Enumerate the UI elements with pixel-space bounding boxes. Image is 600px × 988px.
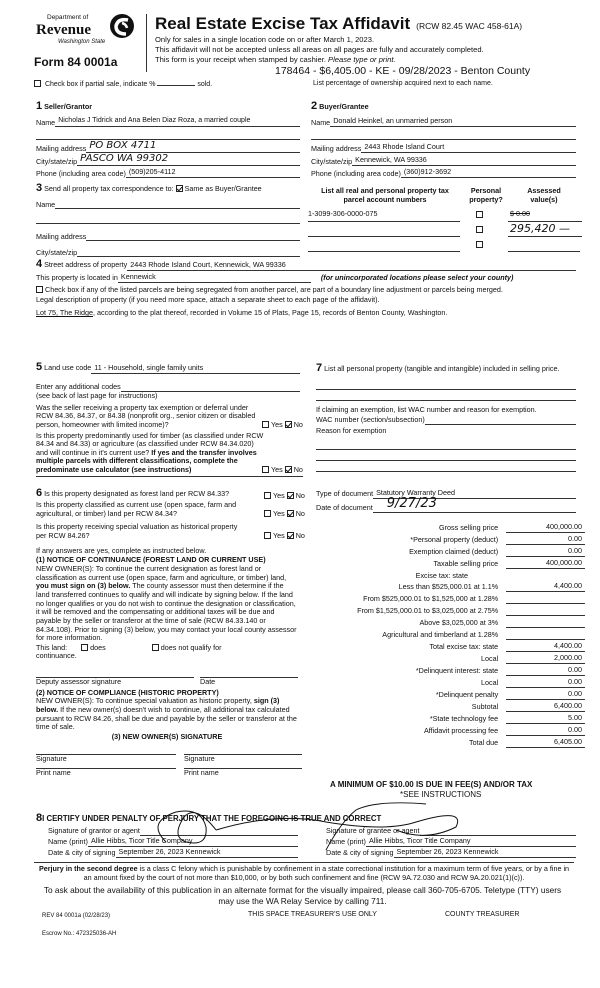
dor-logo [33, 12, 133, 57]
forest-section [36, 487, 312, 778]
owner-print-name-2[interactable]: Print name [184, 768, 302, 778]
property-section [36, 259, 576, 318]
calc-label: Local [480, 654, 499, 664]
logo-dept-of: Department of [47, 14, 89, 21]
land-use-label: 5 Land use code [36, 360, 92, 373]
rev-number: REV 84 0001a (02/28/23) [42, 913, 111, 919]
partial-sale-percent[interactable] [157, 78, 195, 86]
exemption-question: Was the seller receiving a property tax exemption or deferral under RCW 84.36, 84.37, or 84.38 (nonprofit org., senior citizen or disabled person, homeowner with limited income)? Yes No [36, 402, 303, 429]
grantor-block: Signature of grantor or agent Name (print) Allie Hibbs, Ticor Title Company Date & city of signing September 26, 2023 Kennewick [48, 826, 298, 858]
owner-sig-row [36, 754, 312, 764]
segregated-label: Check box if any of the listed parcels are being segregated from another parcel, are part of a boundary line adjustment or parcels being merged. [45, 285, 503, 294]
calc-label: Less than $525,000.01 at 1.1% [398, 582, 499, 592]
parcel-row [308, 240, 578, 254]
deputy-date-field[interactable]: Date [200, 677, 298, 687]
buyer-name-field[interactable]: Donald Heinkel, an unmarried person [330, 117, 576, 127]
parcel-number[interactable]: 1-3099-306-0000-075 [308, 210, 460, 222]
does-checkbox[interactable] [81, 644, 88, 651]
forest-q3: Is this property receiving special valuation as historical property per RCW 84.26? Yes No [36, 522, 305, 541]
forest-q1: 6 Is this property designated as forest land per RCW 84.33? Yes No [36, 487, 305, 500]
header-notes [155, 35, 484, 65]
see-instructions: *SEE INSTRUCTIONS [400, 790, 482, 799]
street-field[interactable]: 2443 Rhode Island Court, Kennewick, WA 99336 [127, 261, 576, 271]
owner-signature-2[interactable]: Signature [184, 754, 302, 764]
street-label: 4 Street address of property [36, 257, 128, 270]
calc-value[interactable]: 0.00 [506, 690, 585, 700]
certify-title: 8I CERTIFY UNDER PENALTY OF PERJURY THAT THE FOREGOING IS TRUE AND CORRECT [36, 812, 382, 824]
buyer-phone-field[interactable]: (360)912-3692 [401, 168, 576, 178]
corr-name-field-2[interactable] [36, 214, 300, 224]
q2-no-checkbox[interactable] [287, 510, 294, 517]
title-statute: (RCW 82.45 WAC 458-61A) [416, 21, 523, 31]
buyer-name-field-2[interactable] [311, 130, 576, 140]
additional-codes-label: Enter any additional codes [36, 382, 121, 392]
calc-value[interactable]: 0.00 [506, 547, 585, 557]
buyer-mailing-field[interactable]: 2443 Rhode Island Court [361, 143, 576, 153]
calc-label: *Delinquent interest: state [415, 666, 499, 676]
calc-row [300, 688, 585, 700]
same-as-buyer-label: Same as Buyer/Grantee [184, 184, 262, 193]
dor-swirl-logo-icon [108, 12, 136, 40]
notice1-title: (1) NOTICE OF CONTINUANCE (FOREST LAND OR CURRENT USE) [36, 555, 266, 565]
calc-row [300, 676, 585, 688]
seller-section [36, 100, 300, 178]
timber-no-checkbox[interactable] [285, 466, 292, 473]
minimum-note: A MINIMUM OF $10.00 IS DUE IN FEE(S) AND/OR TAX [330, 780, 533, 789]
calc-row [300, 712, 585, 724]
calc-label: From $1,525,000.01 to $3,025,000 at 2.75% [357, 606, 499, 616]
handwritten-signature-icon [126, 802, 486, 857]
calc-row [300, 640, 585, 652]
partial-sale-checkbox[interactable] [34, 80, 41, 87]
calc-label: Total due [469, 738, 499, 748]
calc-row [300, 628, 585, 640]
doc-date-label: Date of document [316, 503, 373, 513]
calc-value[interactable]: 4,400.00 [506, 642, 585, 652]
notice1-text: NEW OWNER(S): To continue the current designation as forest land or classification as current use (open space, farm and agriculture, or timber) land, you must sign on (3) below. The county assessor must then determine if the land transferred continues to qualify and will indicate by signing below. If the land no longer qualifies or you do not wish to continue the designation or classification, it will be removed and the compensating or additional taxes will be due and payable by the seller or transferor at the time of sale (RCW 84.33.140 or 84.34.108). Prior to signing (3) below, you may contact your local county assessor for more information. [36, 564, 297, 643]
personal-property-line-1[interactable] [316, 375, 576, 390]
seller-name-label: Name [36, 117, 56, 127]
located-field[interactable]: Kennewick [118, 273, 311, 283]
corr-city-label: City/state/zip [36, 247, 78, 257]
seller-name-field[interactable]: Nicholas J Tidrick and Ana Belen Diaz Roza, a married couple [55, 117, 300, 127]
calc-value[interactable]: 0.00 [506, 726, 585, 736]
personal-property-label: 7 List all personal property (tangible and intangible) included in selling price. [316, 362, 560, 374]
owner-print-row [36, 768, 312, 778]
personal-checkbox[interactable] [476, 241, 483, 248]
seller-heading: 1 Seller/Grantor [36, 100, 93, 112]
header-divider [146, 14, 147, 72]
partial-sale-label: Check box if partial sale, indicate % [44, 81, 156, 88]
logo-state: Washington State [58, 39, 106, 45]
calc-label: *State technology fee [429, 714, 499, 724]
calc-label: Subtotal [471, 702, 499, 712]
calc-value[interactable]: 0.00 [506, 666, 585, 676]
correspondence-heading: 3 Send all property tax correspondence to: Same as Buyer/Grantee [36, 182, 262, 194]
personal-col-header: Personal property? [469, 186, 503, 204]
form-title [155, 14, 522, 34]
calc-value[interactable]: 6,400.00 [506, 702, 585, 712]
reason-line-3[interactable] [316, 461, 576, 472]
assessed-col-header: Assessed value(s) [527, 186, 561, 204]
assessed-value[interactable]: 295,420 — [508, 222, 582, 237]
note-2: This affidavit will not be accepted unless all areas on all pages are fully and accurately completed. [155, 45, 484, 54]
seller-mailing-label: Mailing address [36, 143, 87, 153]
partial-sale [34, 78, 212, 89]
forest-q1-yes-no: Yes No [264, 492, 305, 501]
calc-label: Above $3,025,000 at 3% [419, 618, 499, 628]
parcel-row [308, 222, 578, 239]
calc-label: Total excise tax: state [429, 642, 499, 652]
calc-row [300, 580, 585, 592]
corr-mailing-label: Mailing address [36, 231, 87, 241]
seller-phone-label: Phone (including area code) [36, 168, 126, 178]
note-3: This form is your receipt when stamped by cashier. Please type or print. [155, 55, 396, 64]
calc-label: Exemption claimed (deduct) [409, 547, 499, 557]
segregated-checkbox[interactable] [36, 286, 43, 293]
calc-value[interactable]: 400,000.00 [506, 523, 585, 533]
timber-yes-checkbox[interactable] [262, 466, 269, 473]
cashier-stamp: 178464 - $6,405.00 - KE - 09/28/2023 - Benton County [275, 65, 531, 77]
legal-description: Lot 75, The Ridge, according to the plat thereof, recorded in Volume 15 of Plats, Page 15, records of Benton County, Washington. [36, 308, 448, 318]
reason-line-1[interactable] [316, 435, 576, 450]
partial-sale-sold: sold. [197, 81, 213, 88]
doc-type-field[interactable]: Statutory Warranty Deed [373, 489, 576, 499]
forest-q2: Is this property classified as current use (open space, farm and agricultural, or timber) land per RCW 84.34? Yes No [36, 500, 305, 518]
calc-label: Gross selling price [439, 523, 499, 533]
continuance-row: This land: does does not qualify for [36, 642, 222, 652]
wac-label: WAC number (section/subsection) [316, 415, 425, 425]
located-label: This property is located in [36, 273, 118, 283]
document-info [316, 488, 576, 513]
calc-row [300, 700, 585, 712]
title-text: Real Estate Excise Tax Affidavit [155, 14, 411, 33]
accessibility-notice: To ask about the availability of this publication in an alternate format for the visually impaired, please call 360-705-6705. Teletype (TTY) users may use the WA Relay Service by calling 711. [43, 885, 562, 906]
grantee-name[interactable]: Allie Hibbs, Ticor Title Company [366, 837, 576, 847]
calc-label: *Delinquent penalty [435, 690, 499, 700]
calc-value[interactable]: 6,405.00 [506, 738, 585, 748]
same-as-buyer-checkbox[interactable] [176, 185, 183, 192]
legal-label: Legal description of property (if you need more space, attach a separate sheet to each page of the affidavit). [36, 294, 380, 304]
assessed-value[interactable]: $ 0.00 [508, 210, 582, 222]
calc-value[interactable]: 400,000.00 [506, 559, 585, 569]
buyer-phone-label: Phone (including area code) [311, 168, 401, 178]
notice2-title: (2) NOTICE OF COMPLIANCE (HISTORIC PROPERTY) [36, 687, 219, 697]
buyer-mailing-label: Mailing address [311, 143, 362, 153]
deputy-sig-field[interactable]: Deputy assessor signature [36, 677, 194, 687]
corr-name-field[interactable] [55, 199, 300, 209]
q1-no-checkbox[interactable] [287, 492, 294, 499]
doc-type-label: Type of document [316, 489, 374, 499]
calc-row [300, 592, 585, 604]
land-use-section [36, 360, 303, 477]
calc-label: Excise tax: state [415, 571, 468, 581]
personal-checkbox[interactable] [476, 211, 483, 218]
seller-mailing-field[interactable]: PO BOX 4711 [86, 140, 300, 153]
corr-name-label: Name [36, 199, 56, 209]
exemption-yes-no: Yes No [262, 421, 303, 430]
assessed-value[interactable] [508, 240, 580, 252]
q2-yes-checkbox[interactable] [264, 510, 271, 517]
corr-mailing-field[interactable] [86, 231, 300, 241]
calc-label: Affidavit processing fee [423, 726, 499, 736]
buyer-heading: 2 Buyer/Grantee [311, 100, 369, 112]
buyer-section [311, 100, 576, 178]
grantor-date[interactable]: September 26, 2023 Kennewick [116, 848, 298, 858]
county-treasurer: COUNTY TREASURER [445, 911, 520, 918]
calc-label: *Personal property (deduct) [410, 535, 499, 545]
parcel-number[interactable] [308, 240, 460, 252]
escrow-number: Escrow No.: 472325036-AH [42, 931, 117, 937]
personal-property-section [316, 362, 576, 472]
form-number: Form 84 0001a [34, 55, 118, 69]
exemption-no-checkbox[interactable] [285, 421, 292, 428]
calc-row [300, 533, 585, 545]
calc-row [300, 616, 585, 628]
wac-field[interactable] [425, 415, 576, 425]
assessor-sig-row [36, 677, 312, 687]
calc-row [300, 557, 585, 569]
notice2-text: NEW OWNER(S): To continue special valuation as historic property, sign (3) below. If the new owner(s) doesn't wish to continue, all additional tax calculated pursuant to RCW 84.26, shall be due and payable by the seller or transferor at the time of sale. [36, 696, 297, 732]
continuance-label: continuance. [36, 651, 77, 661]
timber-yes-no: Yes No [262, 466, 303, 475]
owner-print-name-1[interactable]: Print name [36, 768, 176, 778]
certify-section [36, 812, 576, 858]
parcel-col-header: List all real and personal property tax parcel account numbers [321, 186, 449, 204]
calc-label: Local [480, 678, 499, 688]
calc-label: From $525,000.01 to $1,525,000 at 1.28% [363, 594, 499, 604]
ownership-note: List percentage of ownership acquired next to each name. [313, 80, 493, 87]
calc-value[interactable]: 5.00 [506, 714, 585, 724]
seller-name-field-2[interactable] [36, 130, 300, 140]
calc-row [300, 664, 585, 676]
segregated-row [36, 286, 576, 295]
calc-row [300, 521, 585, 533]
q3-no-checkbox[interactable] [287, 532, 294, 539]
land-use-field[interactable]: 11 - Household, single family units [91, 364, 300, 374]
seller-phone-field[interactable]: (509)205-4112 [126, 168, 300, 178]
calc-row [300, 652, 585, 664]
additional-codes-note: (see back of last page for instructions) [36, 391, 158, 400]
grantee-date[interactable]: September 26, 2023 Kennewick [394, 848, 576, 858]
owner-signature-1[interactable]: Signature [36, 754, 176, 764]
correspondence-section [36, 182, 300, 257]
calc-value[interactable]: 4,400.00 [506, 582, 585, 592]
calc-row [300, 724, 585, 736]
calc-row [300, 736, 585, 748]
treasurer-use: THIS SPACE TREASURER'S USE ONLY [248, 911, 377, 918]
buyer-city-field[interactable]: Kennewick, WA 99336 [352, 156, 576, 166]
forest-q3-yes-no: Yes No [264, 532, 305, 541]
exemption-label: If claiming an exemption, list WAC number and reason for exemption. [316, 405, 537, 415]
grantor-name[interactable]: Allie Hibbs, Ticor Title Company [88, 837, 298, 847]
buyer-name-label: Name [311, 117, 331, 127]
doc-date-field[interactable]: 9/27/23 [373, 496, 576, 513]
located-note: (for unincorporated locations please select your county) [320, 273, 514, 283]
forest-instruct: If any answers are yes, complete as instructed below. [36, 545, 207, 555]
seller-city-field[interactable]: PASCO WA 99302 [77, 153, 300, 166]
q3-yes-checkbox[interactable] [264, 532, 271, 539]
seller-city-label: City/state/zip [36, 156, 78, 166]
grantee-block: Signature of grantee or agent Name (print) Allie Hibbs, Ticor Title Company Date & city of signing September 26, 2023 Kennewick [326, 826, 576, 858]
buyer-city-label: City/state/zip [311, 156, 353, 166]
calc-value[interactable]: 0.00 [506, 535, 585, 545]
forest-q2-yes-no: Yes No [264, 510, 305, 519]
personal-checkbox[interactable] [476, 226, 483, 233]
does-not-checkbox[interactable] [152, 644, 159, 651]
calc-row [300, 604, 585, 616]
calc-value[interactable]: 0.00 [506, 678, 585, 688]
personal-property-line-2[interactable] [316, 390, 576, 401]
logo-revenue: Revenue [36, 22, 91, 38]
corr-city-field[interactable] [77, 247, 300, 257]
reason-line-2[interactable] [316, 450, 576, 461]
reason-label: Reason for exemption [316, 425, 387, 435]
note-1: Only for sales in a single location code on or after March 1, 2023. [155, 35, 375, 44]
timber-question: Is this property predominantly used for timber (as classified under RCW 84.34 and 84.33) or agriculture (as classified under RCW 84.34.020) and will continue in it's current use? If yes and the transfer involves multiple parcels with different classifications, complete the predominate use calculator (see instructions) Yes No [36, 430, 303, 475]
exemption-yes-checkbox[interactable] [262, 421, 269, 428]
perjury-notice: Perjury in the second degree is a class C felony which is punishable by confinement in a state correctional institution for a maximum term of five years, or by a fine in an amount fixed by the court of not more than $10,000, or by both such confinement and fine (RCW 9A.72.030 and RCW 9A.20.021(1)(c)). [34, 862, 574, 882]
calc-label: Agricultural and timberland at 1.28% [382, 630, 499, 640]
calc-row [300, 545, 585, 557]
calc-label: Taxable selling price [433, 559, 499, 569]
parcel-number[interactable] [308, 225, 460, 237]
calc-value[interactable]: 2,000.00 [506, 654, 585, 664]
notice3-title: (3) NEW OWNER(S) SIGNATURE [111, 731, 223, 741]
section5-bottom-rule [36, 476, 303, 477]
q1-yes-checkbox[interactable] [264, 492, 271, 499]
